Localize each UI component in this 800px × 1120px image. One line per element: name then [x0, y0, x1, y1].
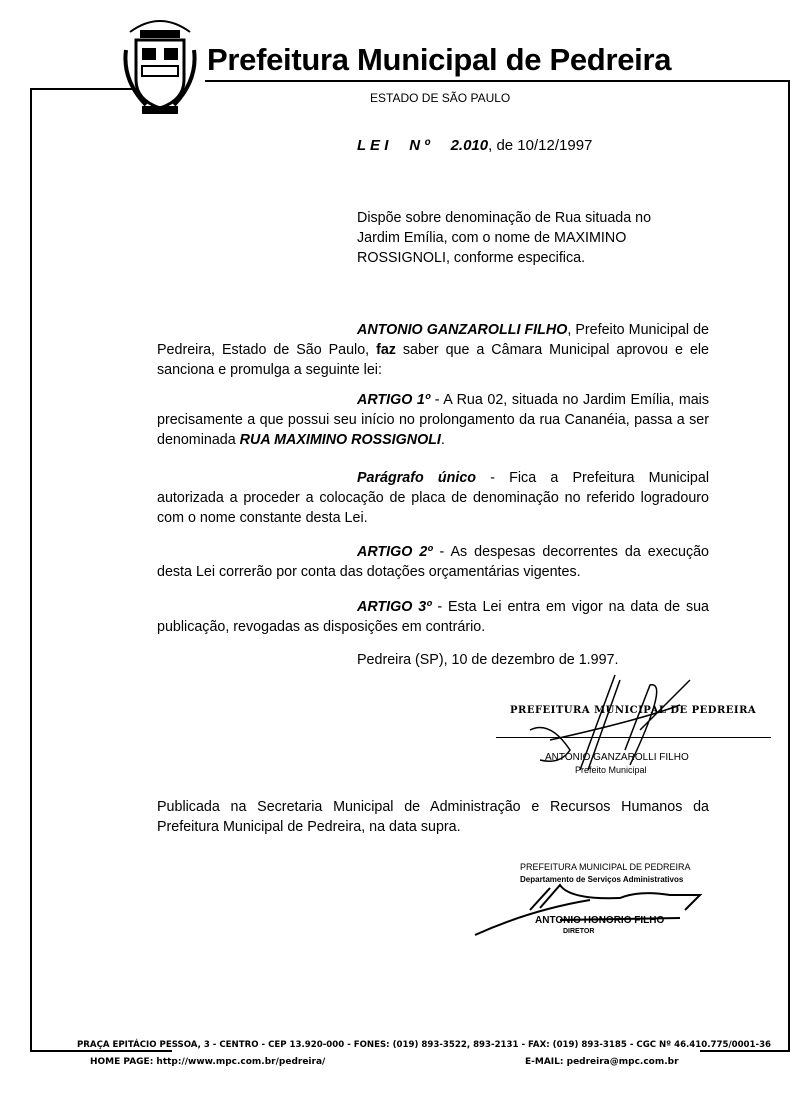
paragraph-label: Parágrafo único	[357, 470, 477, 486]
title-underline	[205, 80, 700, 82]
article-2	[157, 542, 709, 582]
signature-1-name: ANTONIO GANZAROLLI FILHO	[545, 752, 689, 763]
sole-paragraph	[157, 468, 709, 528]
law-number: 2.010	[450, 137, 489, 154]
article-2-text: - As despesas decorrentes da execução desta Lei correrão por conta das dotações orçamentárias vigentes.	[157, 544, 709, 580]
article-3-label: ARTIGO 3º	[357, 599, 432, 615]
mayor-name: ANTONIO GANZAROLLI FILHO	[357, 322, 568, 338]
subtitle: ESTADO DE SÃO PAULO	[370, 91, 511, 105]
article-1-text: - A Rua 02, situada no Jardim Emília, mais precisamente a que possui seu início no prolongamento da rua Cananéia, passa a ser denominada	[157, 392, 710, 448]
preamble-text: , Prefeito Municipal de Pedreira, Estado de São Paulo,	[157, 322, 709, 358]
article-1-end: .	[440, 432, 445, 448]
frame-left	[30, 88, 172, 1052]
law-date: , de 10/12/1997	[488, 137, 593, 154]
preamble	[157, 320, 709, 380]
footer-email: E-MAIL: pedreira@mpc.com.br	[525, 1057, 679, 1067]
law-heading	[357, 137, 592, 154]
signature-1-role: Prefeito Municipal	[575, 765, 647, 775]
footer-address: PRAÇA EPITÁCIO PESSOA, 3 - CENTRO - CEP 13.920-000 - FONES: (019) 893-3522, 893-2131 - FAX: (019) 893-3185 - CGC Nº 46.410.775/0001-36	[74, 1040, 774, 1050]
signature-1-handwriting	[520, 670, 710, 780]
signature-1-stamp: PREFEITURA MUNICIPAL DE PEDREIRA	[510, 705, 757, 716]
preamble-text-end: saber que a Câmara Municipal aprovou e ele sanciona e promulga a seguinte lei:	[157, 342, 709, 378]
article-2-label: ARTIGO 2º	[357, 544, 433, 560]
paragraph-text: - Fica a Prefeitura Municipal autorizada a proceder a colocação de placa de denominação no referido logradouro com o nome constante desta Lei.	[157, 470, 709, 526]
crest-logo	[120, 10, 200, 130]
page-title: Prefeitura Municipal de Pedreira	[207, 42, 672, 77]
place-date: Pedreira (SP), 10 de dezembro de 1.997.	[357, 652, 619, 668]
article-3	[157, 597, 709, 637]
frame-right	[700, 80, 790, 1052]
footer-homepage: HOME PAGE: http://www.mpc.com.br/pedreira/	[90, 1057, 326, 1067]
signature-2-stamp: PREFEITURA MUNICIPAL DE PEDREIRA	[520, 862, 691, 872]
signature-2-name: ANTONIO HONORIO FILHO	[535, 915, 665, 926]
publication-note: Publicada na Secretaria Municipal de Administração e Recursos Humanos da Prefeitura Municipal de Pedreira, na data supra.	[157, 799, 709, 835]
signature-2-dept: Departamento de Serviços Administrativos	[520, 875, 684, 884]
street-name: RUA MAXIMINO ROSSIGNOLI	[239, 432, 441, 448]
article-3-text: - Esta Lei entra em vigor na data de sua publicação, revogadas as disposições em contrário.	[157, 599, 709, 635]
summary: Dispõe sobre denominação de Rua situada no Jardim Emília, com o nome de MAXIMINO ROSSIGNOLI, conforme especifica.	[357, 210, 652, 266]
law-number-label: N º	[409, 137, 430, 154]
article-1-label: ARTIGO 1º	[357, 392, 431, 408]
preamble-bold: faz	[376, 342, 396, 358]
law-label: L E I	[357, 137, 389, 154]
article-1	[157, 390, 709, 450]
signature-2-role: DIRETOR	[563, 928, 595, 935]
